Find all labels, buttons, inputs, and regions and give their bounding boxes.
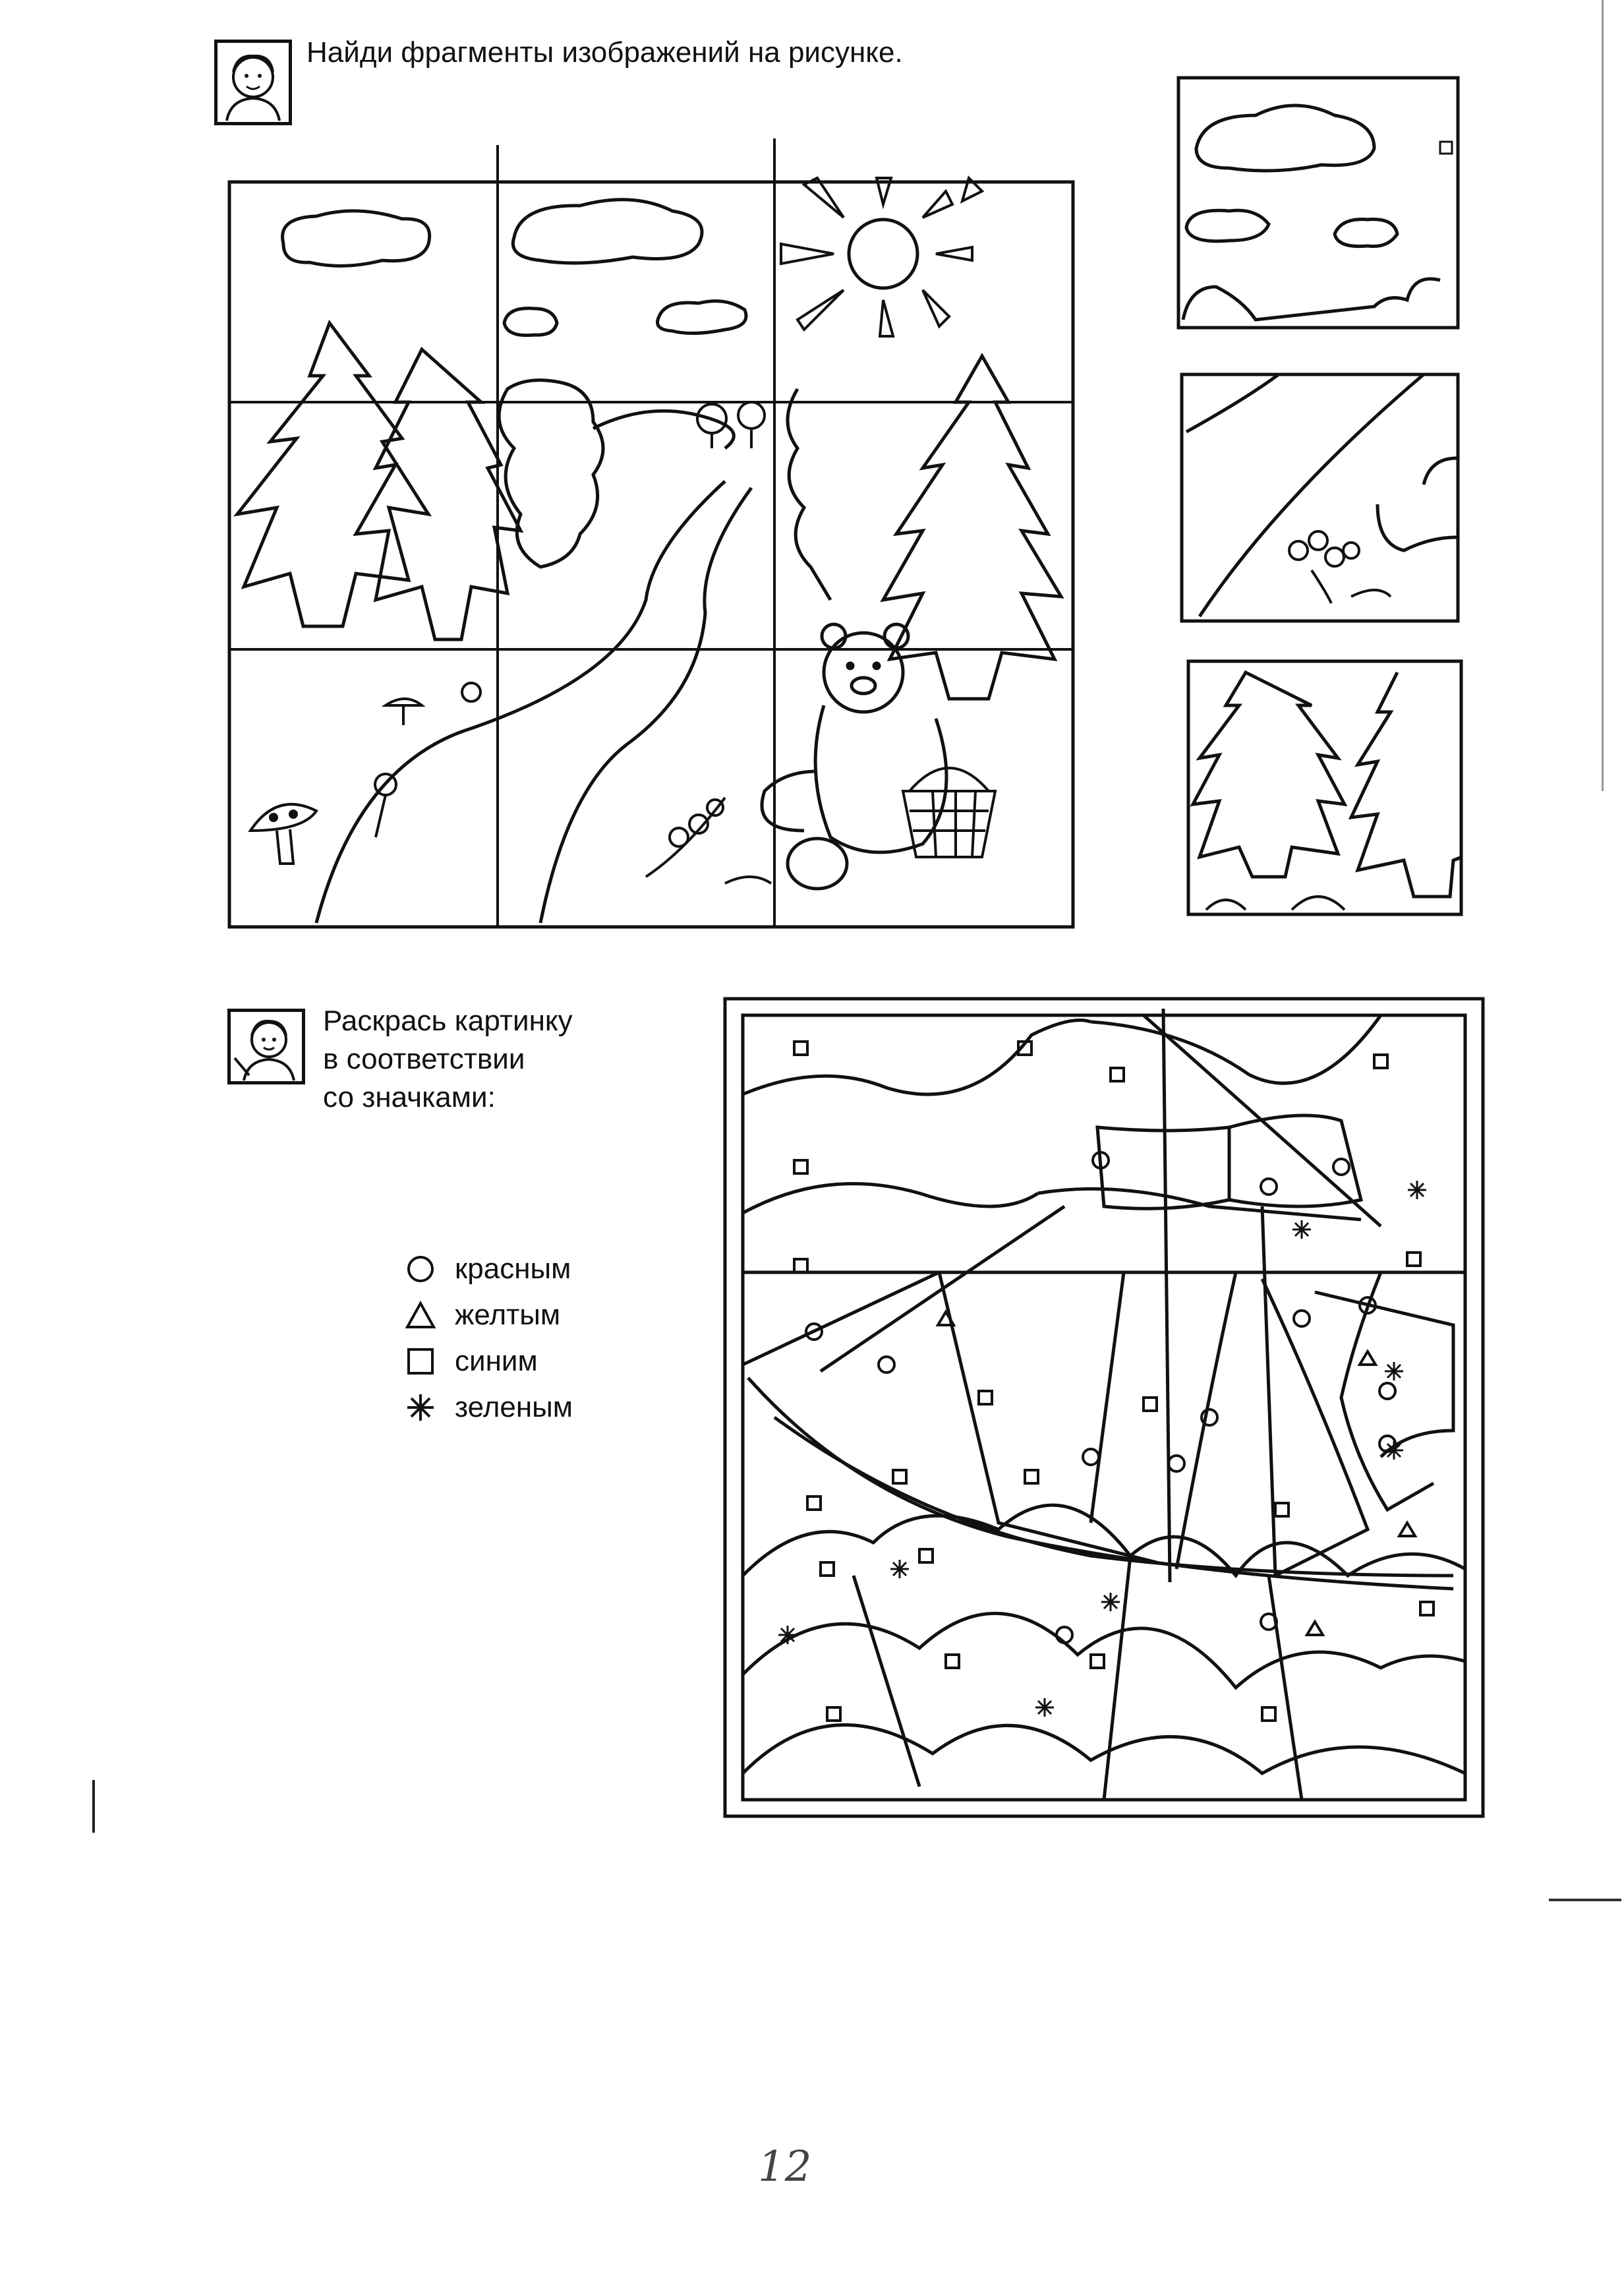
color-legend bbox=[403, 1246, 573, 1431]
mushroom-2 bbox=[386, 699, 422, 705]
legend-red-label: красным bbox=[455, 1253, 571, 1285]
task2-icon-frame bbox=[227, 1009, 305, 1084]
bear bbox=[762, 624, 946, 889]
cloud-4 bbox=[504, 309, 557, 336]
basket bbox=[903, 768, 995, 857]
child-drawing-icon bbox=[231, 1012, 302, 1081]
legend-green-label: зеленым bbox=[455, 1391, 573, 1423]
task2-title-line-3: со значками: bbox=[323, 1081, 496, 1113]
sun bbox=[849, 220, 917, 288]
task2-title-line-1: Раскрась картинку bbox=[323, 1005, 573, 1037]
fragment-card-1[interactable] bbox=[1176, 76, 1460, 330]
square-symbol-icon bbox=[403, 1344, 438, 1378]
cloud-2 bbox=[513, 200, 702, 263]
legend-blue-label: синим bbox=[455, 1345, 538, 1377]
mushroom-1 bbox=[250, 804, 316, 831]
scan-mark-left bbox=[92, 1780, 95, 1833]
task2-title-line-2: в соответствии bbox=[323, 1043, 525, 1075]
task1-icon-frame bbox=[214, 40, 292, 125]
legend-red bbox=[403, 1246, 573, 1292]
circle-symbol-icon bbox=[403, 1252, 438, 1286]
legend-blue bbox=[403, 1338, 573, 1384]
cloud-1 bbox=[283, 211, 430, 266]
ship-coloring-picture bbox=[722, 995, 1486, 1820]
legend-yellow-label: желтым bbox=[455, 1299, 561, 1331]
asterisk-symbol-icon bbox=[403, 1390, 438, 1425]
fragment-card-2[interactable] bbox=[1180, 372, 1460, 623]
scan-mark-right bbox=[1549, 1899, 1621, 1901]
forest-picture bbox=[224, 138, 1081, 936]
task2-title bbox=[323, 1002, 573, 1117]
flower-2 bbox=[462, 683, 480, 701]
triangle-symbol-icon bbox=[403, 1298, 438, 1332]
task1-title: Найди фрагменты изображений на рисунке. bbox=[306, 36, 903, 69]
page-number: 12 bbox=[758, 2143, 812, 2191]
legend-yellow bbox=[403, 1292, 573, 1338]
scan-mark-right-edge bbox=[1602, 0, 1604, 791]
road-right-edge bbox=[540, 488, 751, 923]
child-face-icon bbox=[218, 43, 289, 122]
legend-green bbox=[403, 1384, 573, 1431]
fir-tree-1 bbox=[237, 323, 428, 626]
fragment-card-3[interactable] bbox=[1186, 659, 1463, 916]
fir-tree-3 bbox=[883, 356, 1061, 699]
cloud-3 bbox=[658, 301, 747, 334]
fir-tree-2 bbox=[356, 349, 521, 639]
